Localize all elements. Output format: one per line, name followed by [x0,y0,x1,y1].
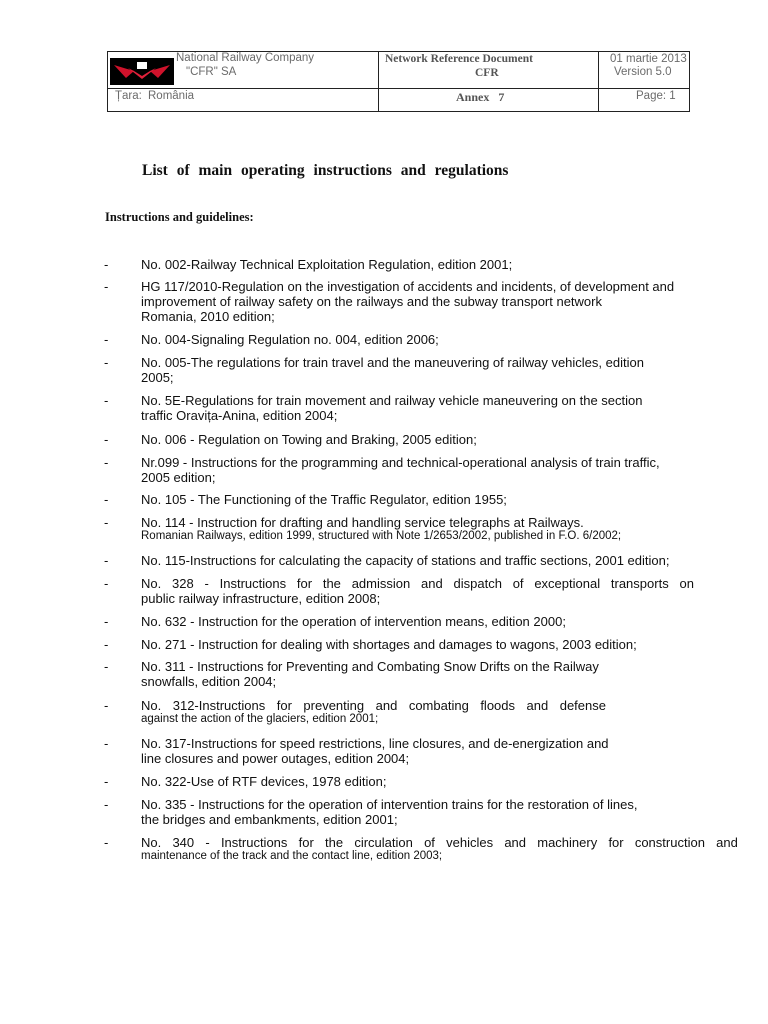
list-item-text: traffic Oravița-Anina, edition 2004; [141,408,338,423]
doc-title-cfr: CFR [475,67,499,79]
list-bullet: - [104,432,109,447]
header-divider [598,52,599,111]
doc-date: 01 martie 2013 [610,53,687,65]
doc-version: Version 5.0 [614,66,672,78]
list-bullet: - [104,393,109,408]
list-bullet: - [104,332,109,347]
list-item-text: Nr.099 - Instructions for the programming and technical-operational analysis of train traffic, [141,455,660,470]
list-bullet: - [104,455,109,470]
list-item-text: No. 271 - Instruction for dealing with shortages and damages to wagons, 2003 edition; [141,637,637,652]
list-item-text: Romanian Railways, edition 1999, structured with Note 1/2653/2002, published in F.O. 6/2002; [141,530,622,542]
section-heading: Instructions and guidelines: [105,210,254,224]
page-title: List of main operating instructions and regulations [142,162,509,179]
country-value: România [148,90,195,102]
list-item-text: No. 632 - Instruction for the operation of intervention means, edition 2000; [141,614,566,629]
list-item-text: 2005; [141,370,174,385]
list-bullet: - [104,492,109,507]
list-item-text: line closures and power outages, edition 2004; [141,751,410,766]
list-item-text: No. 317-Instructions for speed restrictions, line closures, and de-energization and [141,736,609,751]
list-bullet: - [104,659,109,674]
list-bullet: - [104,797,109,812]
list-item-text: the bridges and embankments, edition 2001; [141,812,398,827]
list-item-text: No. 340 - Instructions for the circulation of vehicles and machinery for construction and [141,835,738,850]
list-bullet: - [104,515,109,530]
page-number: Page: 1 [636,90,676,102]
list-bullet: - [104,774,109,789]
company-name: National Railway Company [176,52,315,64]
list-item-text: No. 312-Instructions for preventing and combating floods and defense [141,698,606,713]
doc-title: Network Reference Document [385,53,533,65]
list-item-text: No. 005-The regulations for train travel and the maneuvering of railway vehicles, edition [141,355,644,370]
list-item-text: No. 002-Railway Technical Exploitation Regulation, edition 2001; [141,257,513,272]
list-item-text: HG 117/2010-Regulation on the investigation of accidents and incidents, of development and [141,279,675,294]
header-divider [378,52,379,111]
list-item-text: No. 311 - Instructions for Preventing and Combating Snow Drifts on the Railway [141,659,599,674]
list-item-text: No. 328 - Instructions for the admission and dispatch of exceptional transports on [141,576,694,591]
document-header-table [107,51,690,112]
list-bullet: - [104,279,109,294]
list-item-text: No. 115-Instructions for calculating the capacity of stations and traffic sections, 2001 edition; [141,553,670,568]
list-bullet: - [104,736,109,751]
list-bullet: - [104,835,109,850]
list-item-text: maintenance of the track and the contact line, edition 2003; [141,850,443,862]
list-item-text: No. 114 - Instruction for drafting and handling service telegraphs at Railways. [141,515,584,530]
list-item-text: No. 335 - Instructions for the operation of intervention trains for the restoration of lines, [141,797,638,812]
list-item-text: No. 105 - The Functioning of the Traffic Regulator, edition 1955; [141,492,507,507]
list-item-text: No. 5E-Regulations for train movement and railway vehicle maneuvering on the section [141,393,643,408]
cfr-logo [110,58,174,85]
list-item-text: Romania, 2010 edition; [141,309,275,324]
list-bullet: - [104,637,109,652]
list-bullet: - [104,698,109,713]
country-label: Țara: [115,90,142,102]
list-bullet: - [104,257,109,272]
list-item-text: 2005 edition; [141,470,216,485]
list-bullet: - [104,553,109,568]
list-item-text: No. 322-Use of RTF devices, 1978 edition; [141,774,387,789]
list-item-text: No. 006 - Regulation on Towing and Braking, 2005 edition; [141,432,477,447]
header-divider [108,88,689,89]
list-item-text: No. 004-Signaling Regulation no. 004, edition 2006; [141,332,439,347]
company-name-short: "CFR" SA [186,66,237,78]
list-item-text: against the action of the glaciers, edition 2001; [141,713,379,725]
annex-label: Annex 7 [456,90,505,104]
list-bullet: - [104,355,109,370]
list-item-text: improvement of railway safety on the railways and the subway transport network [141,294,602,309]
list-item-text: snowfalls, edition 2004; [141,674,277,689]
list-bullet: - [104,614,109,629]
list-bullet: - [104,576,109,591]
list-item-text: public railway infrastructure, edition 2008; [141,591,381,606]
